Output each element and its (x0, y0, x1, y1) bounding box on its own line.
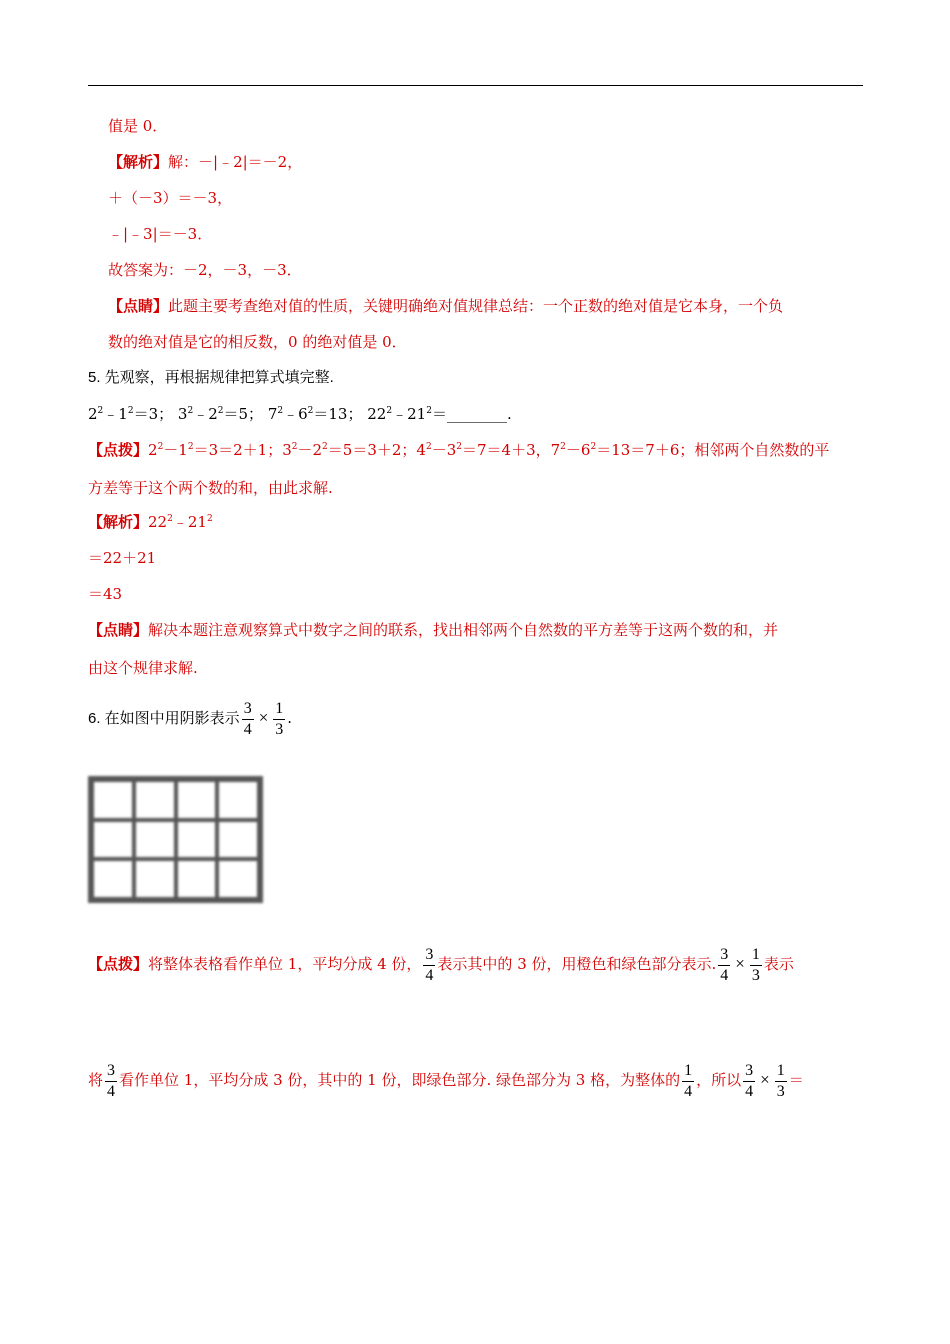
grid-cell[interactable] (92, 859, 134, 899)
q6-hint-line-2: 将 $\frac{3}{4}$ 看作单位 1，平均分成 3 份，其中的 1 份，即绿色部分. 绿色部分为 3 格，为整体的 $\frac{1}{4}$ ，所以 $\frac{3}{4}$ × $\frac{1}{3}$ ＝ (88, 1061, 804, 1100)
eq-term: $1^2$ (118, 405, 134, 423)
comment-tag: 【点睛】 (108, 297, 169, 315)
eq-term: $3^2$ (177, 405, 194, 423)
q5-title: 5. 先观察，再根据规律把算式填完整. (88, 369, 334, 386)
grid-cell[interactable] (134, 859, 176, 899)
fraction-3-4: $\frac{3}{4}$ (745, 1061, 754, 1100)
grid-cell[interactable] (176, 780, 218, 820)
grid-cell[interactable] (92, 780, 134, 820)
grid-cell[interactable] (176, 859, 218, 899)
shading-grid[interactable] (88, 776, 263, 903)
fraction-3-4: $\frac{3}{4}$ (243, 699, 252, 738)
analysis-text: 解：－|﹣2|＝－2， (168, 153, 303, 171)
q5-hint-formulas: $2^2-1^2=3=2+1$；$3^2-2^2=5=3+2$；$4^2-3^2=7=4+3$，$7^2-6^2=13=7+6$ (148, 441, 680, 459)
answer-line: 故答案为：－2，－3，－3． (108, 261, 302, 279)
q5-hint-line-2: 方差等于这个两个数的和，由此求解. (88, 479, 333, 497)
eq-term: $6^2$ (298, 405, 314, 423)
eq-result: ＝3； (133, 405, 174, 423)
analysis-tag: 【解析】 (108, 153, 169, 171)
eq-term: $21^2$ (407, 405, 432, 423)
q5-note-line-1: 【点睛】解决本题注意观察算式中数字之间的联系，找出相邻两个自然数的平方差等于这两个数的和，并 (88, 621, 779, 639)
comment-text: 此题主要考查绝对值的性质，关键明确绝对值规律总结：一个正数的绝对值是它本身，一个负 (168, 297, 784, 315)
grid-cell[interactable] (217, 859, 259, 899)
fraction-1-3: $\frac{1}{3}$ (776, 1061, 785, 1100)
fraction-1-3: $\frac{1}{3}$ (275, 699, 284, 738)
q6-hint-line-1: 【点拨】将整体表格看作单位 1，平均分成 4 份， $\frac{3}{4}$ 表示其中的 3 份，用橙色和绿色部分表示. $\frac{3}{4}$ × $\frac{1}{3}$ 表示 (88, 945, 794, 984)
eq-term: $7^2$ (267, 405, 284, 423)
q6-title: 6. 在如图中用阴影表示 $\frac{3}{4}$ × $\frac{1}{3}$ . (88, 699, 293, 738)
eq-result: ＝13； (313, 405, 363, 423)
fraction-1-4: $\frac{1}{4}$ (684, 1061, 693, 1100)
comment-line-1 (108, 296, 783, 316)
q5-note-line-2: 由这个规律求解. (88, 659, 198, 677)
grid-cell[interactable] (134, 820, 176, 860)
fraction-1-3: $\frac{1}{3}$ (751, 945, 760, 984)
q5-equations: $2^2﹣1^2=3$； $3^2﹣2^2=5$； $7^2﹣6^2=13$； $22^2﹣21^2=\_\_\_\_\_\_\_\_$. (88, 405, 512, 423)
grid-cell[interactable] (217, 780, 259, 820)
grid-cell[interactable] (217, 820, 259, 860)
eq-blank: ＝________. (431, 405, 512, 423)
fraction-3-4: $\frac{3}{4}$ (425, 945, 434, 984)
fraction-3-4: $\frac{3}{4}$ (107, 1061, 116, 1100)
eq-result: ＝5； (223, 405, 264, 423)
q5-analysis-line-1: 【解析】$22^2﹣21^2$ (88, 513, 213, 531)
grid-cell[interactable] (176, 820, 218, 860)
grid-cell[interactable] (134, 780, 176, 820)
q5-analysis-formula: $22^2﹣21^2$ (148, 513, 213, 531)
analysis-line-2: ＋（－3）＝－3， (108, 189, 233, 207)
q5-analysis-line-2: ＝22＋21 (88, 549, 157, 567)
analysis-line-1 (108, 152, 302, 172)
continuation-line: 值是 0． (108, 117, 168, 135)
q5-analysis-line-3: ＝43 (88, 585, 123, 603)
q5-hint-line-1: 【点拨】$2^2-1^2=3=2+1$；$3^2-2^2=5=3+2$；$4^2-3^2=7=4+3$，$7^2-6^2=13=7+6$；相邻两个自然数的平 (88, 441, 830, 459)
analysis-line-3: ﹣|﹣3|＝－3． (108, 225, 213, 243)
grid-cell[interactable] (92, 820, 134, 860)
eq-term: $2^2$ (208, 405, 224, 423)
eq-term: $22^2$ (367, 405, 393, 423)
comment-line-2: 数的绝对值是它的相反数，0 的绝对值是 0． (108, 333, 407, 351)
eq-term: $2^2$ (88, 405, 104, 423)
fraction-3-4: $\frac{3}{4}$ (720, 945, 729, 984)
header-rule (88, 85, 863, 86)
